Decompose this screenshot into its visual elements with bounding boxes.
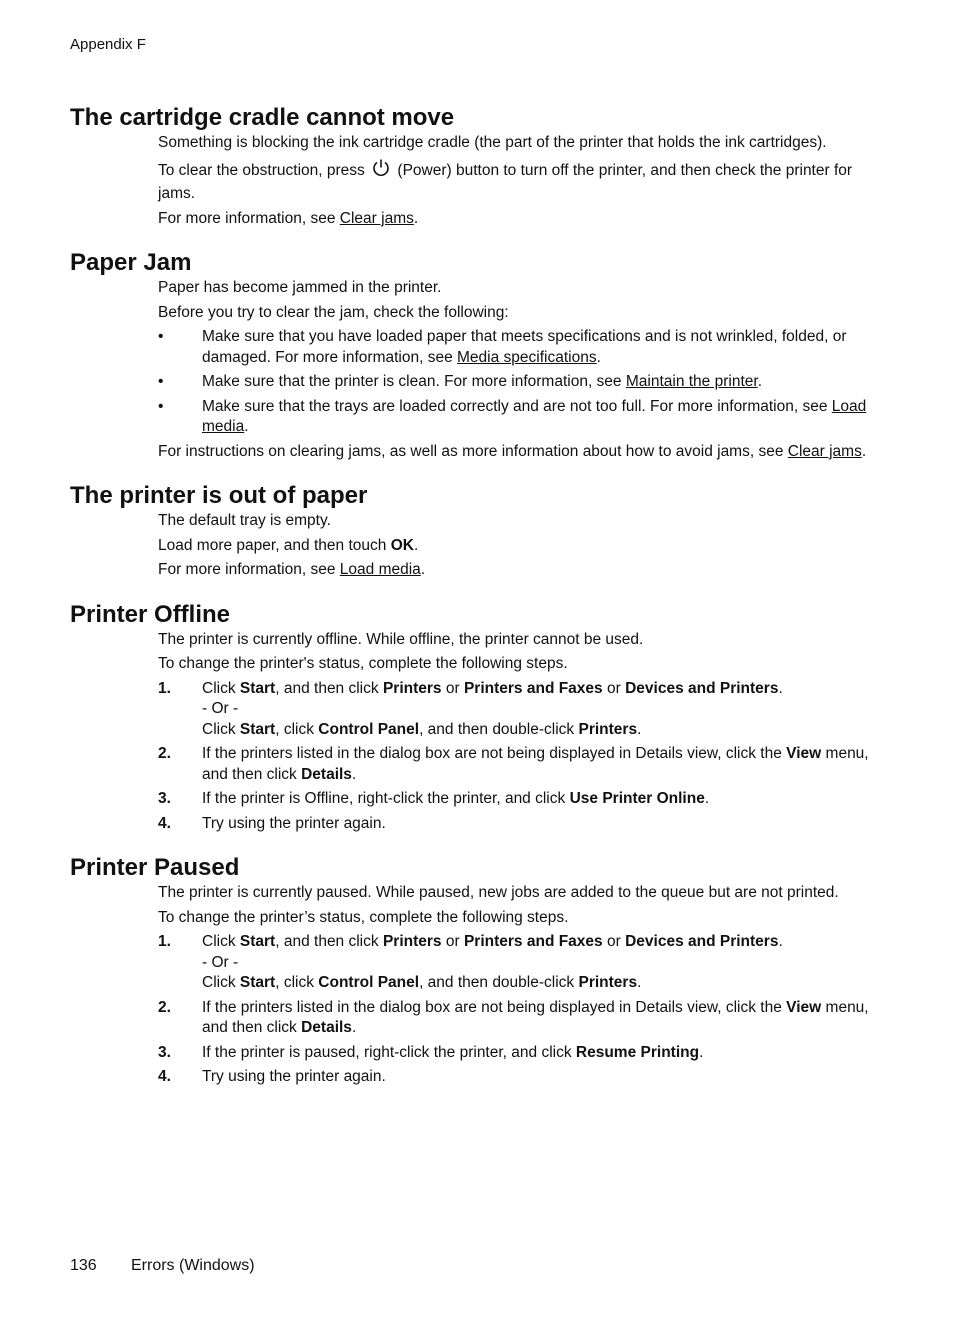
section-title: The cartridge cradle cannot move: [70, 104, 455, 131]
list-item: • Make sure that the trays are loaded correctly and are not too full. For more information, see Load media.: [158, 397, 870, 438]
bullet-icon: •: [158, 373, 164, 390]
list-item: • Make sure that you have loaded paper that meets specifications and is not wrinkled, folded, or damaged. For more information, see Media specifications.: [158, 327, 870, 368]
bullet-icon: •: [158, 328, 164, 345]
section-title: The printer is out of paper: [70, 482, 368, 509]
section-printer-paused: [70, 853, 870, 1088]
bullet-icon: •: [158, 397, 164, 415]
section-title: Printer Offline: [70, 600, 231, 628]
maintain-printer-link[interactable]: Maintain the printer: [625, 373, 758, 390]
paragraph: For more information, see Clear jams.: [158, 209, 419, 227]
list-item: 2. If the printers listed in the dialog box are not being displayed in Details view, click the View menu, and then click Details.: [158, 998, 869, 1036]
list-item: 3. If the printer is paused, right-click the printer, and click Resume Printing.: [158, 1043, 704, 1061]
section-cartridge-cradle: [70, 103, 870, 229]
paragraph: Load more paper, and then touch OK.: [158, 536, 419, 554]
footer-section: Errors (Windows): [131, 1257, 255, 1274]
paragraph: The default tray is empty.: [158, 512, 331, 529]
paragraph: For instructions on clearing jams, as well as more information about how to avoid jams, see Clear jams.: [158, 442, 867, 460]
load-media-link[interactable]: Load media: [202, 397, 867, 435]
paragraph: For more information, see Load media.: [158, 561, 426, 578]
section-title: Paper Jam: [70, 249, 192, 276]
paragraph: The printer is currently offline. While offline, the printer cannot be used.: [158, 630, 644, 648]
running-header: Appendix F: [70, 36, 146, 53]
load-media-link[interactable]: Load media: [339, 561, 421, 578]
section-out-of-paper: [70, 481, 870, 581]
list-item: 1. Click Start, and then click Printers or Printers and Faxes or Devices and Printers. - Or - Click Start, click Control Panel, and then double-click Printers.: [158, 933, 783, 991]
power-icon: [371, 158, 391, 185]
running-footer: [70, 1257, 255, 1275]
page-number: 136: [70, 1257, 97, 1274]
section-printer-offline: [70, 600, 870, 835]
page-content: [70, 103, 870, 1107]
paragraph: The printer is currently paused. While paused, new jobs are added to the queue but are not printed.: [158, 884, 839, 901]
section-title: Printer Paused: [70, 854, 240, 881]
list-item: 4. Try using the printer again.: [158, 814, 386, 832]
list-item: 4. Try using the printer again.: [158, 1068, 386, 1085]
clear-jams-link[interactable]: Clear jams: [787, 442, 862, 460]
list-item: • Make sure that the printer is clean. For more information, see Maintain the printer.: [158, 372, 870, 393]
clear-jams-link[interactable]: Clear jams: [339, 209, 414, 227]
section-paper-jam: [70, 248, 870, 462]
paragraph: Before you try to clear the jam, check the following:: [158, 303, 509, 321]
list-item: 1. Click Start, and then click Printers or Printers and Faxes or Devices and Printers. - Or - Click Start, click Control Panel, and then double-click Printers.: [158, 679, 783, 738]
paragraph: To change the printer’s status, complete the following steps.: [158, 908, 569, 926]
paragraph: To clear the obstruction, press (Power) button to turn off the printer, and then check the printer for jams.: [158, 158, 870, 205]
paragraph: To change the printer's status, complete the following steps.: [158, 655, 568, 672]
paragraph: Paper has become jammed in the printer.: [158, 279, 442, 296]
paragraph: Something is blocking the ink cartridge cradle (the part of the printer that holds the ink cartridges).: [158, 134, 827, 151]
list-item: 2. If the printers listed in the dialog box are not being displayed in Details view, click the View menu, and then click Details.: [158, 745, 869, 783]
bullet-list: [158, 327, 870, 438]
steps-list: [158, 679, 870, 835]
steps-list: [158, 932, 870, 1088]
list-item: 3. If the printer is Offline, right-click the printer, and click Use Printer Online.: [158, 790, 710, 807]
media-specifications-link[interactable]: Media specifications: [457, 348, 597, 366]
